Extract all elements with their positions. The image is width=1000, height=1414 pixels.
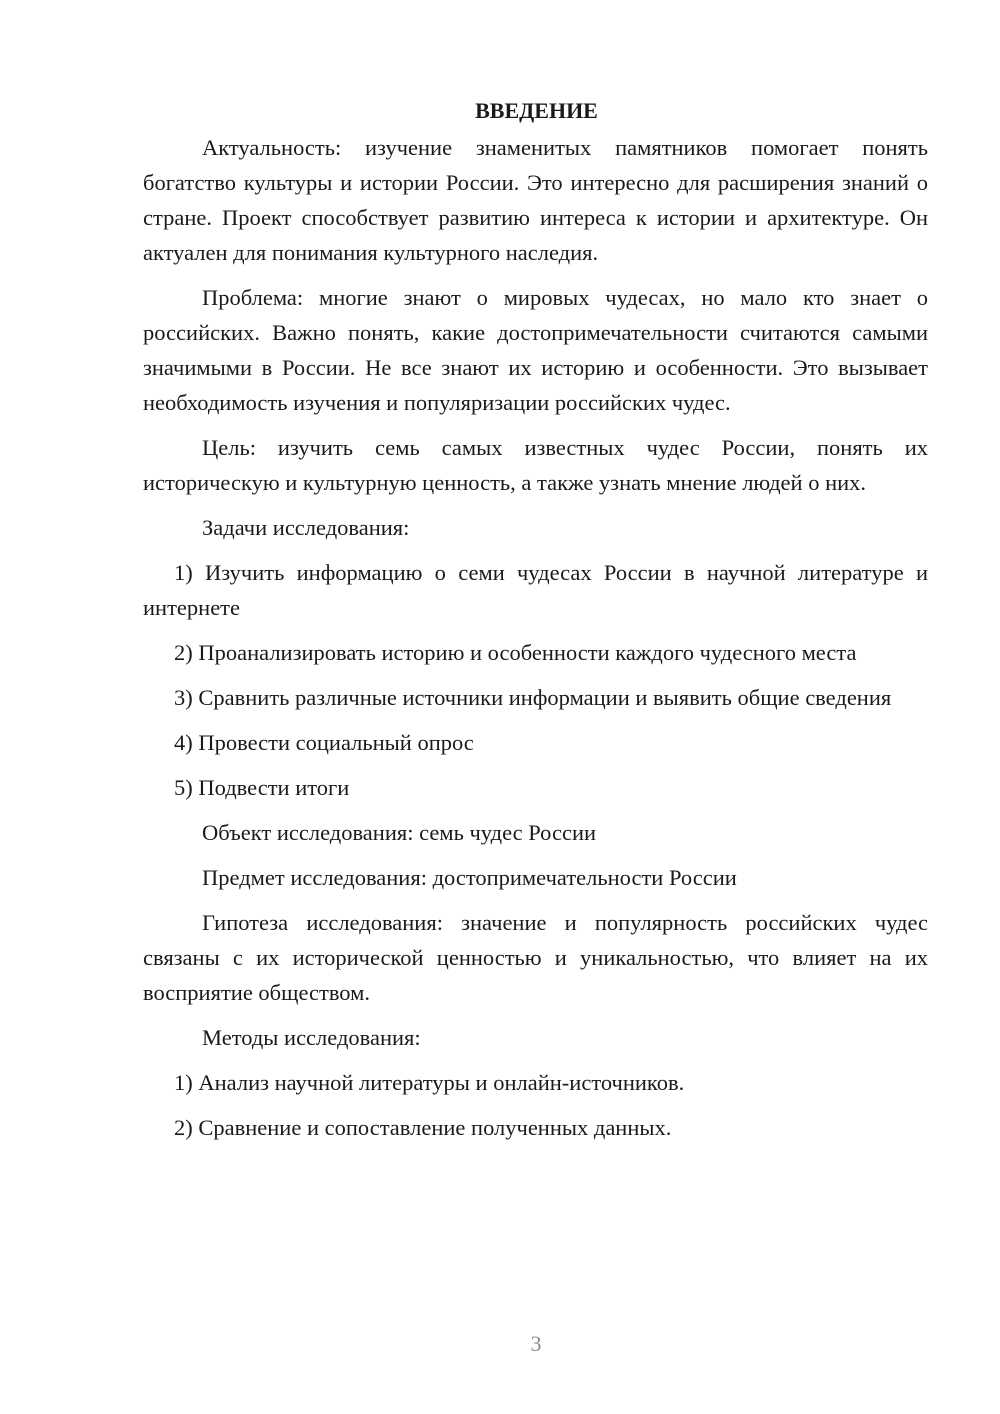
task-item: 1) Изучить информацию о семи чудесах России в научной литературе и интернете (143, 560, 928, 620)
method-item: 1) Анализ научной литературы и онлайн-источников. (174, 1070, 685, 1095)
task-item: 5) Подвести итоги (174, 775, 350, 800)
object-line: Объект исследования: семь чудес России (202, 820, 597, 845)
goal-paragraph: Цель: изучить семь самых известных чудес России, понять их историческую и культурную ценность, а также узнать мнение людей о них. (143, 435, 928, 495)
task-item: 4) Провести социальный опрос (174, 730, 474, 755)
page-number: 3 (530, 1331, 542, 1356)
methods-heading: Методы исследования: (202, 1025, 421, 1050)
problem-paragraph: Проблема: многие знают о мировых чудесах, но мало кто знает о российских. Важно понять, какие достопримечательности считаются самыми значимыми в России. Не все знают их историю и особенности. Это вызывает необходимость изучения и популяризации российских чудес. (143, 285, 928, 415)
hypothesis-paragraph: Гипотеза исследования: значение и популярность российских чудес связаны с их исторической ценностью и уникальностью, что влияет на их восприятие обществом. (143, 910, 928, 1005)
method-item: 2) Сравнение и сопоставление полученных данных. (174, 1115, 672, 1140)
section-title: ВВЕДЕНИЕ (475, 98, 598, 123)
subject-line: Предмет исследования: достопримечательности России (202, 865, 737, 890)
task-item: 2) Проанализировать историю и особенности каждого чудесного места (174, 640, 857, 665)
relevance-paragraph: Актуальность: изучение знаменитых памятников помогает понять богатство культуры и истории России. Это интересно для расширения знаний о стране. Проект способствует развитию интереса к истории и архитектуре. Он актуален для понимания культурного наследия. (143, 135, 928, 265)
page-content (143, 93, 928, 1155)
task-item: 3) Сравнить различные источники информации и выявить общие сведения (174, 685, 892, 710)
tasks-heading: Задачи исследования: (202, 515, 410, 540)
